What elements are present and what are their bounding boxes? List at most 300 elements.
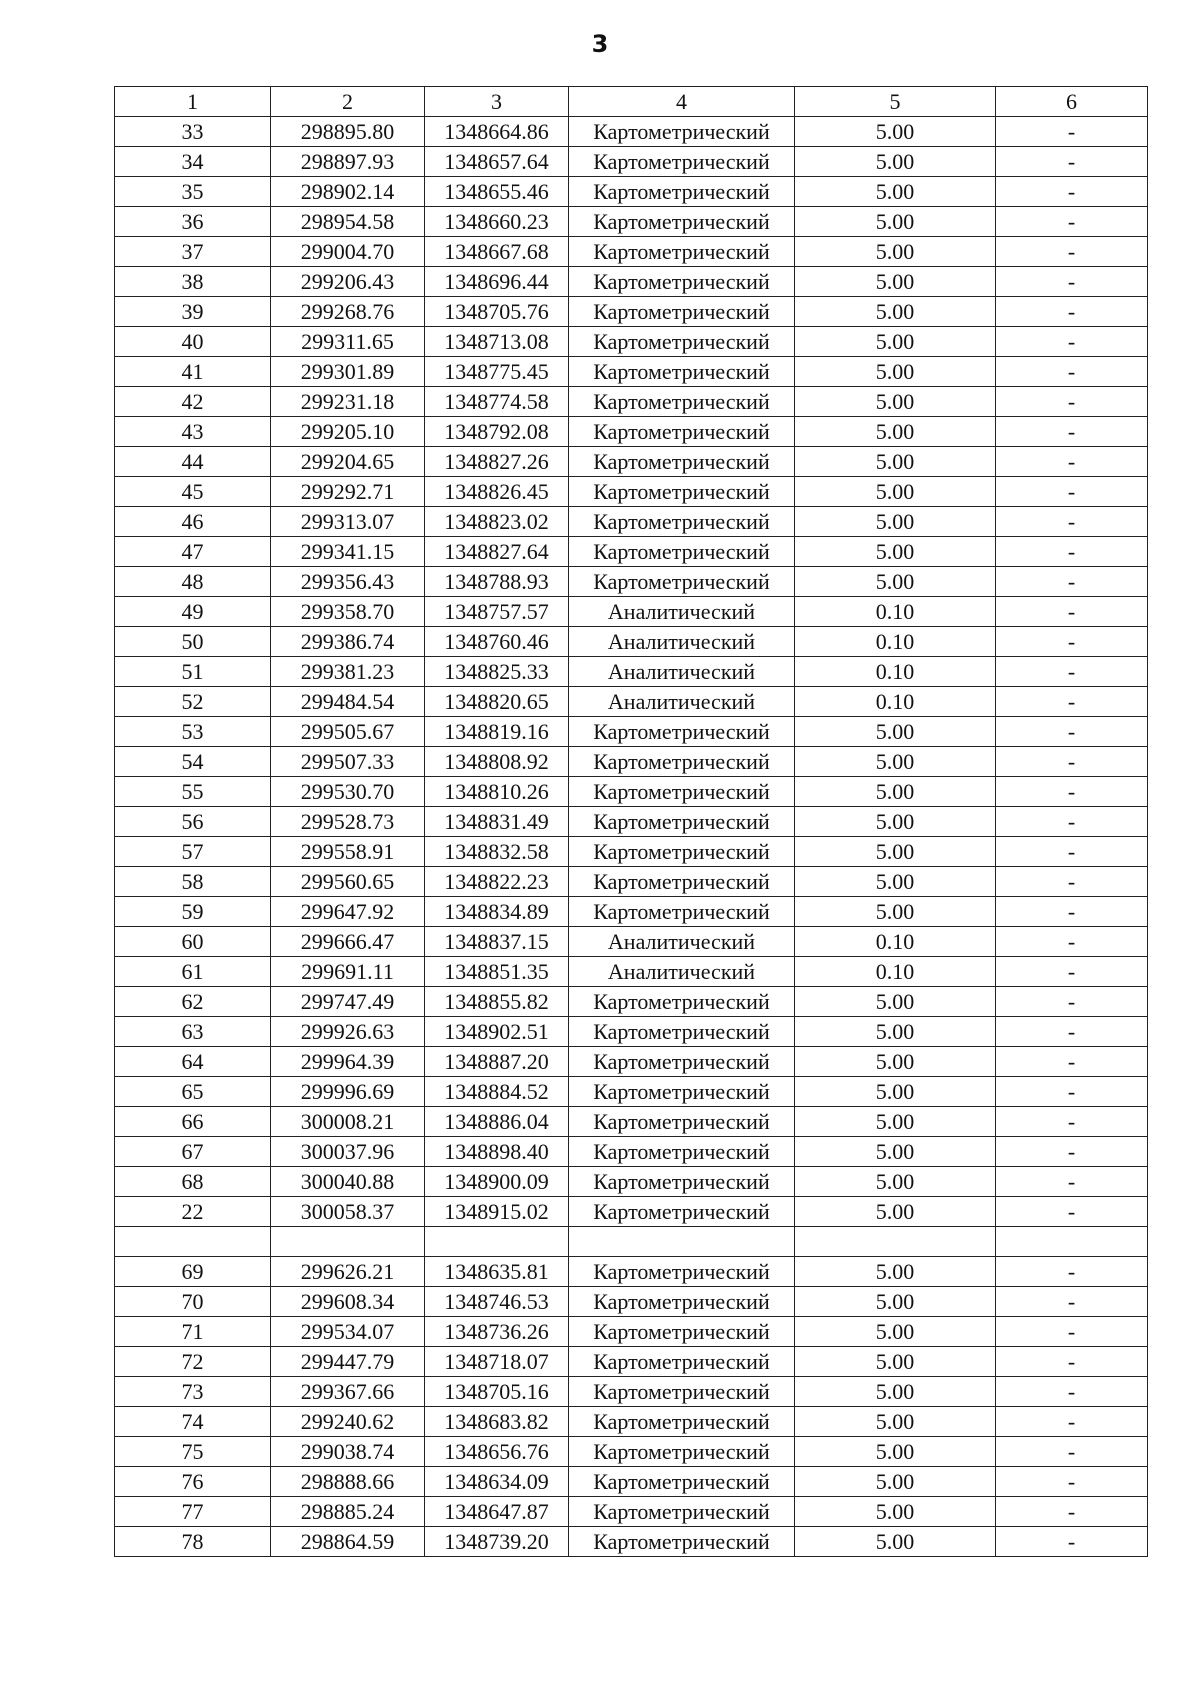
x-coordinate-cell: 299528.73: [271, 807, 425, 837]
x-coordinate-cell: 299038.74: [271, 1437, 425, 1467]
description-cell: -: [996, 807, 1148, 837]
y-coordinate-cell: 1348810.26: [425, 777, 569, 807]
y-coordinate-cell: 1348820.65: [425, 687, 569, 717]
accuracy-cell: 5.00: [795, 1527, 996, 1557]
point-number-cell: 50: [115, 627, 271, 657]
accuracy-cell: 5.00: [795, 537, 996, 567]
description-cell: -: [996, 447, 1148, 477]
accuracy-cell: 0.10: [795, 657, 996, 687]
method-cell: Картометрический: [569, 717, 795, 747]
method-cell: Картометрический: [569, 1317, 795, 1347]
column-header: 5: [795, 87, 996, 117]
table-row: [115, 1137, 1148, 1167]
table-row: [115, 1467, 1148, 1497]
method-cell: Картометрический: [569, 1167, 795, 1197]
y-coordinate-cell: 1348831.49: [425, 807, 569, 837]
accuracy-cell: 5.00: [795, 1347, 996, 1377]
point-number-cell: 44: [115, 447, 271, 477]
method-cell: Картометрический: [569, 297, 795, 327]
method-cell: Картометрический: [569, 1407, 795, 1437]
description-cell: -: [996, 117, 1148, 147]
x-coordinate-cell: 299507.33: [271, 747, 425, 777]
y-coordinate-cell: 1348774.58: [425, 387, 569, 417]
accuracy-cell: 5.00: [795, 1197, 996, 1227]
point-number-cell: 70: [115, 1287, 271, 1317]
y-coordinate-cell: 1348713.08: [425, 327, 569, 357]
x-coordinate-cell: 300058.37: [271, 1197, 425, 1227]
method-cell: Картометрический: [569, 327, 795, 357]
table-row: [115, 1167, 1148, 1197]
method-cell: Картометрический: [569, 477, 795, 507]
table-row: [115, 207, 1148, 237]
table-body: [115, 87, 1148, 1557]
accuracy-cell: 5.00: [795, 387, 996, 417]
point-number-cell: 57: [115, 837, 271, 867]
method-cell: Картометрический: [569, 1467, 795, 1497]
point-number-cell: 64: [115, 1047, 271, 1077]
table-row: [115, 237, 1148, 267]
point-number-cell: 56: [115, 807, 271, 837]
description-cell: -: [996, 597, 1148, 627]
y-coordinate-cell: 1348746.53: [425, 1287, 569, 1317]
y-coordinate-cell: 1348656.76: [425, 1437, 569, 1467]
point-number-cell: 41: [115, 357, 271, 387]
y-coordinate-cell: 1348647.87: [425, 1497, 569, 1527]
point-number-cell: 49: [115, 597, 271, 627]
y-coordinate-cell: 1348736.26: [425, 1317, 569, 1347]
x-coordinate-cell: 299301.89: [271, 357, 425, 387]
table-row: [115, 327, 1148, 357]
y-coordinate-cell: 1348834.89: [425, 897, 569, 927]
description-cell: -: [996, 267, 1148, 297]
x-coordinate-cell: 299666.47: [271, 927, 425, 957]
point-number-cell: 60: [115, 927, 271, 957]
accuracy-cell: 5.00: [795, 1137, 996, 1167]
accuracy-cell: 5.00: [795, 1377, 996, 1407]
point-number-cell: [115, 1227, 271, 1257]
table-row: [115, 387, 1148, 417]
accuracy-cell: 5.00: [795, 1467, 996, 1497]
point-number-cell: 38: [115, 267, 271, 297]
y-coordinate-cell: 1348837.15: [425, 927, 569, 957]
description-cell: -: [996, 1017, 1148, 1047]
accuracy-cell: 5.00: [795, 1167, 996, 1197]
accuracy-cell: 5.00: [795, 417, 996, 447]
description-cell: -: [996, 297, 1148, 327]
description-cell: -: [996, 1137, 1148, 1167]
x-coordinate-cell: 299268.76: [271, 297, 425, 327]
accuracy-cell: 5.00: [795, 1017, 996, 1047]
method-cell: Картометрический: [569, 867, 795, 897]
accuracy-cell: 5.00: [795, 987, 996, 1017]
method-cell: Картометрический: [569, 747, 795, 777]
point-number-cell: 40: [115, 327, 271, 357]
point-number-cell: 55: [115, 777, 271, 807]
y-coordinate-cell: 1348900.09: [425, 1167, 569, 1197]
method-cell: Картометрический: [569, 1257, 795, 1287]
table-row: [115, 897, 1148, 927]
table-row: [115, 1527, 1148, 1557]
point-number-cell: 63: [115, 1017, 271, 1047]
y-coordinate-cell: 1348884.52: [425, 1077, 569, 1107]
accuracy-cell: 5.00: [795, 777, 996, 807]
description-cell: -: [996, 987, 1148, 1017]
y-coordinate-cell: 1348657.64: [425, 147, 569, 177]
method-cell: Картометрический: [569, 117, 795, 147]
method-cell: Аналитический: [569, 627, 795, 657]
y-coordinate-cell: 1348819.16: [425, 717, 569, 747]
method-cell: Картометрический: [569, 237, 795, 267]
x-coordinate-cell: 299505.67: [271, 717, 425, 747]
y-coordinate-cell: 1348792.08: [425, 417, 569, 447]
coordinates-table: [114, 86, 1148, 1557]
x-coordinate-cell: 299367.66: [271, 1377, 425, 1407]
x-coordinate-cell: 299926.63: [271, 1017, 425, 1047]
x-coordinate-cell: 298864.59: [271, 1527, 425, 1557]
method-cell: Картометрический: [569, 267, 795, 297]
column-header: 1: [115, 87, 271, 117]
table-row: [115, 747, 1148, 777]
x-coordinate-cell: 299530.70: [271, 777, 425, 807]
table-row: [115, 1497, 1148, 1527]
point-number-cell: 36: [115, 207, 271, 237]
point-number-cell: 61: [115, 957, 271, 987]
x-coordinate-cell: 299558.91: [271, 837, 425, 867]
table-row: [115, 417, 1148, 447]
method-cell: Аналитический: [569, 657, 795, 687]
table-row: [115, 657, 1148, 687]
x-coordinate-cell: 299747.49: [271, 987, 425, 1017]
table-row: [115, 507, 1148, 537]
description-cell: -: [996, 147, 1148, 177]
point-number-cell: 71: [115, 1317, 271, 1347]
y-coordinate-cell: 1348760.46: [425, 627, 569, 657]
y-coordinate-cell: 1348902.51: [425, 1017, 569, 1047]
point-number-cell: 48: [115, 567, 271, 597]
x-coordinate-cell: 298902.14: [271, 177, 425, 207]
y-coordinate-cell: 1348826.45: [425, 477, 569, 507]
y-coordinate-cell: 1348757.57: [425, 597, 569, 627]
method-cell: Картометрический: [569, 537, 795, 567]
description-cell: -: [996, 207, 1148, 237]
y-coordinate-cell: 1348827.64: [425, 537, 569, 567]
description-cell: -: [996, 327, 1148, 357]
description-cell: -: [996, 1047, 1148, 1077]
x-coordinate-cell: 299313.07: [271, 507, 425, 537]
point-number-cell: 54: [115, 747, 271, 777]
point-number-cell: 52: [115, 687, 271, 717]
x-coordinate-cell: 299004.70: [271, 237, 425, 267]
description-cell: -: [996, 687, 1148, 717]
table-row: [115, 1317, 1148, 1347]
point-number-cell: 72: [115, 1347, 271, 1377]
accuracy-cell: 5.00: [795, 807, 996, 837]
y-coordinate-cell: 1348635.81: [425, 1257, 569, 1287]
point-number-cell: 59: [115, 897, 271, 927]
description-cell: -: [996, 417, 1148, 447]
method-cell: Картометрический: [569, 1077, 795, 1107]
description-cell: -: [996, 657, 1148, 687]
description-cell: -: [996, 1107, 1148, 1137]
point-number-cell: 78: [115, 1527, 271, 1557]
accuracy-cell: 5.00: [795, 267, 996, 297]
accuracy-cell: 0.10: [795, 627, 996, 657]
description-cell: -: [996, 237, 1148, 267]
table-row: [115, 777, 1148, 807]
y-coordinate-cell: 1348825.33: [425, 657, 569, 687]
table-row: [115, 1017, 1148, 1047]
description-cell: -: [996, 777, 1148, 807]
y-coordinate-cell: 1348667.68: [425, 237, 569, 267]
y-coordinate-cell: 1348696.44: [425, 267, 569, 297]
x-coordinate-cell: 300008.21: [271, 1107, 425, 1137]
method-cell: Аналитический: [569, 597, 795, 627]
method-cell: Картометрический: [569, 147, 795, 177]
x-coordinate-cell: 299560.65: [271, 867, 425, 897]
accuracy-cell: 5.00: [795, 177, 996, 207]
table-row: [115, 477, 1148, 507]
table-row: [115, 1407, 1148, 1437]
description-cell: -: [996, 837, 1148, 867]
table-row: [115, 1107, 1148, 1137]
method-cell: Картометрический: [569, 897, 795, 927]
accuracy-cell: [795, 1227, 996, 1257]
accuracy-cell: 5.00: [795, 147, 996, 177]
x-coordinate-cell: 298895.80: [271, 117, 425, 147]
description-cell: -: [996, 1527, 1148, 1557]
description-cell: -: [996, 1317, 1148, 1347]
y-coordinate-cell: 1348788.93: [425, 567, 569, 597]
point-number-cell: 53: [115, 717, 271, 747]
x-coordinate-cell: 299964.39: [271, 1047, 425, 1077]
header-row: [115, 87, 1148, 117]
x-coordinate-cell: 298954.58: [271, 207, 425, 237]
x-coordinate-cell: 298885.24: [271, 1497, 425, 1527]
point-number-cell: 47: [115, 537, 271, 567]
accuracy-cell: 5.00: [795, 237, 996, 267]
x-coordinate-cell: 299231.18: [271, 387, 425, 417]
y-coordinate-cell: 1348775.45: [425, 357, 569, 387]
y-coordinate-cell: 1348822.23: [425, 867, 569, 897]
table-row: [115, 1287, 1148, 1317]
accuracy-cell: 5.00: [795, 717, 996, 747]
table-row: [115, 597, 1148, 627]
x-coordinate-cell: 299534.07: [271, 1317, 425, 1347]
x-coordinate-cell: [271, 1227, 425, 1257]
point-number-cell: 69: [115, 1257, 271, 1287]
table-row: [115, 1197, 1148, 1227]
method-cell: Картометрический: [569, 1377, 795, 1407]
x-coordinate-cell: 299647.92: [271, 897, 425, 927]
y-coordinate-cell: 1348664.86: [425, 117, 569, 147]
method-cell: Картометрический: [569, 1137, 795, 1167]
accuracy-cell: 5.00: [795, 1407, 996, 1437]
method-cell: Картометрический: [569, 1527, 795, 1557]
column-header: 4: [569, 87, 795, 117]
description-cell: -: [996, 627, 1148, 657]
accuracy-cell: 5.00: [795, 1257, 996, 1287]
x-coordinate-cell: 299240.62: [271, 1407, 425, 1437]
accuracy-cell: 5.00: [795, 447, 996, 477]
point-number-cell: 46: [115, 507, 271, 537]
table-row: [115, 927, 1148, 957]
description-cell: -: [996, 1437, 1148, 1467]
x-coordinate-cell: 299204.65: [271, 447, 425, 477]
point-number-cell: 74: [115, 1407, 271, 1437]
method-cell: Картометрический: [569, 837, 795, 867]
x-coordinate-cell: 299341.15: [271, 537, 425, 567]
point-number-cell: 58: [115, 867, 271, 897]
column-header: 2: [271, 87, 425, 117]
point-number-cell: 66: [115, 1107, 271, 1137]
table-row: [115, 537, 1148, 567]
description-cell: -: [996, 537, 1148, 567]
accuracy-cell: 5.00: [795, 1317, 996, 1347]
x-coordinate-cell: 300037.96: [271, 1137, 425, 1167]
accuracy-cell: 5.00: [795, 117, 996, 147]
y-coordinate-cell: 1348808.92: [425, 747, 569, 777]
accuracy-cell: 0.10: [795, 687, 996, 717]
description-cell: -: [996, 507, 1148, 537]
description-cell: -: [996, 177, 1148, 207]
accuracy-cell: 5.00: [795, 747, 996, 777]
y-coordinate-cell: 1348898.40: [425, 1137, 569, 1167]
description-cell: -: [996, 1167, 1148, 1197]
description-cell: -: [996, 567, 1148, 597]
spacer-row: [115, 1227, 1148, 1257]
table-row: [115, 447, 1148, 477]
method-cell: Аналитический: [569, 957, 795, 987]
accuracy-cell: 5.00: [795, 1077, 996, 1107]
accuracy-cell: 5.00: [795, 867, 996, 897]
table-row: [115, 807, 1148, 837]
accuracy-cell: 5.00: [795, 507, 996, 537]
table-row: [115, 1047, 1148, 1077]
description-cell: -: [996, 717, 1148, 747]
method-cell: Картометрический: [569, 777, 795, 807]
x-coordinate-cell: 299484.54: [271, 687, 425, 717]
x-coordinate-cell: 299356.43: [271, 567, 425, 597]
point-number-cell: 62: [115, 987, 271, 1017]
x-coordinate-cell: 299381.23: [271, 657, 425, 687]
description-cell: -: [996, 1257, 1148, 1287]
accuracy-cell: 5.00: [795, 897, 996, 927]
point-number-cell: 37: [115, 237, 271, 267]
table-row: [115, 1347, 1148, 1377]
accuracy-cell: 0.10: [795, 927, 996, 957]
method-cell: Картометрический: [569, 1047, 795, 1077]
method-cell: Картометрический: [569, 1107, 795, 1137]
x-coordinate-cell: 299996.69: [271, 1077, 425, 1107]
description-cell: -: [996, 477, 1148, 507]
table-row: [115, 837, 1148, 867]
description-cell: -: [996, 1077, 1148, 1107]
method-cell: Картометрический: [569, 507, 795, 537]
table-row: [115, 117, 1148, 147]
method-cell: Картометрический: [569, 1287, 795, 1317]
description-cell: -: [996, 357, 1148, 387]
y-coordinate-cell: 1348887.20: [425, 1047, 569, 1077]
accuracy-cell: 5.00: [795, 357, 996, 387]
x-coordinate-cell: 299608.34: [271, 1287, 425, 1317]
y-coordinate-cell: 1348823.02: [425, 507, 569, 537]
accuracy-cell: 5.00: [795, 1497, 996, 1527]
x-coordinate-cell: 299691.11: [271, 957, 425, 987]
method-cell: [569, 1227, 795, 1257]
method-cell: Картометрический: [569, 567, 795, 597]
description-cell: -: [996, 387, 1148, 417]
accuracy-cell: 5.00: [795, 837, 996, 867]
accuracy-cell: 5.00: [795, 567, 996, 597]
point-number-cell: 22: [115, 1197, 271, 1227]
table-row: [115, 627, 1148, 657]
description-cell: -: [996, 957, 1148, 987]
table-row: [115, 1257, 1148, 1287]
accuracy-cell: 5.00: [795, 297, 996, 327]
point-number-cell: 39: [115, 297, 271, 327]
point-number-cell: 33: [115, 117, 271, 147]
accuracy-cell: 0.10: [795, 597, 996, 627]
method-cell: Картометрический: [569, 357, 795, 387]
x-coordinate-cell: 299311.65: [271, 327, 425, 357]
description-cell: -: [996, 897, 1148, 927]
point-number-cell: 51: [115, 657, 271, 687]
accuracy-cell: 5.00: [795, 207, 996, 237]
x-coordinate-cell: 299205.10: [271, 417, 425, 447]
point-number-cell: 68: [115, 1167, 271, 1197]
method-cell: Картометрический: [569, 387, 795, 417]
description-cell: -: [996, 1347, 1148, 1377]
accuracy-cell: 5.00: [795, 1047, 996, 1077]
point-number-cell: 35: [115, 177, 271, 207]
point-number-cell: 73: [115, 1377, 271, 1407]
description-cell: -: [996, 1407, 1148, 1437]
y-coordinate-cell: 1348832.58: [425, 837, 569, 867]
x-coordinate-cell: 298888.66: [271, 1467, 425, 1497]
description-cell: -: [996, 867, 1148, 897]
table-row: [115, 267, 1148, 297]
table-row: [115, 687, 1148, 717]
table-row: [115, 867, 1148, 897]
table-row: [115, 177, 1148, 207]
table-row: [115, 147, 1148, 177]
table-row: [115, 567, 1148, 597]
y-coordinate-cell: 1348915.02: [425, 1197, 569, 1227]
point-number-cell: 75: [115, 1437, 271, 1467]
method-cell: Картометрический: [569, 1017, 795, 1047]
y-coordinate-cell: [425, 1227, 569, 1257]
point-number-cell: 77: [115, 1497, 271, 1527]
table-row: [115, 297, 1148, 327]
x-coordinate-cell: 298897.93: [271, 147, 425, 177]
x-coordinate-cell: 299206.43: [271, 267, 425, 297]
point-number-cell: 42: [115, 387, 271, 417]
accuracy-cell: 5.00: [795, 1107, 996, 1137]
description-cell: [996, 1227, 1148, 1257]
x-coordinate-cell: 299386.74: [271, 627, 425, 657]
accuracy-cell: 5.00: [795, 477, 996, 507]
y-coordinate-cell: 1348851.35: [425, 957, 569, 987]
page-number: 3: [591, 30, 609, 58]
x-coordinate-cell: 299447.79: [271, 1347, 425, 1377]
x-coordinate-cell: 299292.71: [271, 477, 425, 507]
table-row: [115, 717, 1148, 747]
method-cell: Картометрический: [569, 417, 795, 447]
table-row: [115, 357, 1148, 387]
method-cell: Картометрический: [569, 1197, 795, 1227]
accuracy-cell: 5.00: [795, 327, 996, 357]
accuracy-cell: 0.10: [795, 957, 996, 987]
